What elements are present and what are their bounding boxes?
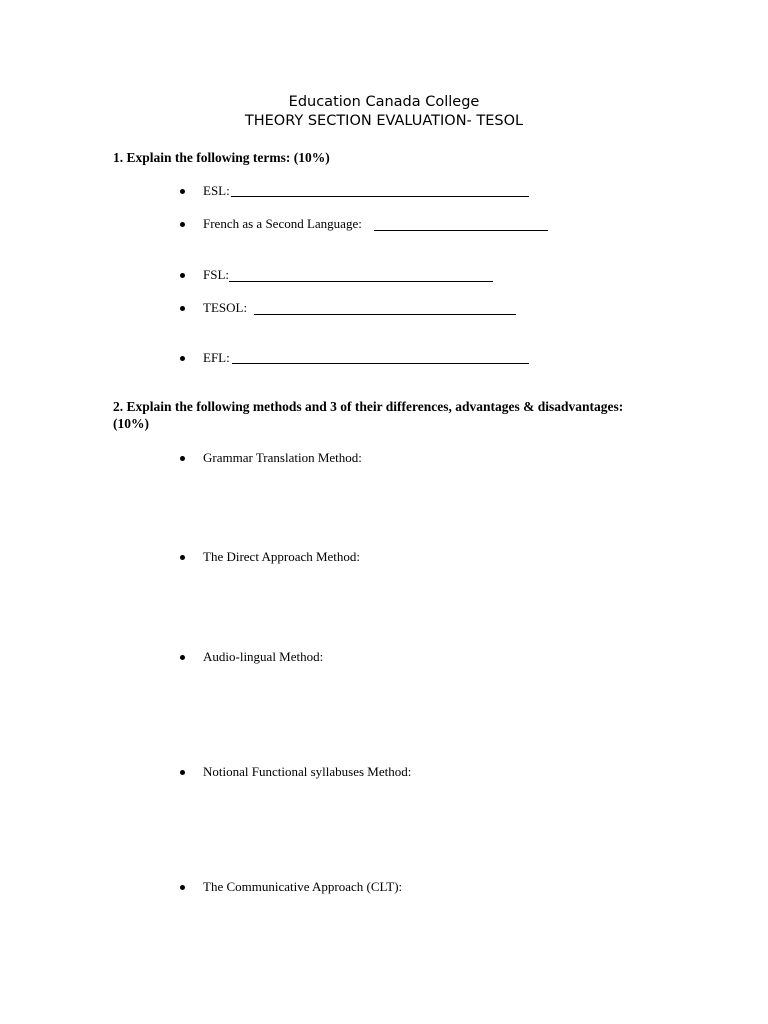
bullet-icon — [180, 306, 185, 311]
term-label: EFL: — [203, 350, 230, 365]
evaluation-title: THEORY SECTION EVALUATION- TESOL — [244, 113, 524, 129]
bullet-icon — [180, 655, 185, 660]
bullet-icon — [180, 555, 185, 560]
answer-blank-line[interactable] — [232, 363, 529, 364]
question-1-prompt: 1. Explain the following terms: (10%) — [113, 150, 330, 165]
bullet-icon — [180, 885, 185, 890]
bullet-icon — [180, 356, 185, 361]
method-label: The Direct Approach Method: — [203, 549, 361, 564]
bullet-icon — [180, 273, 185, 278]
question-2-prompt-line-1: 2. Explain the following methods and 3 of their differences, advantages & disadvantages: — [113, 399, 624, 414]
method-label: Notional Functional syllabuses Method: — [203, 764, 412, 779]
question-2-prompt-line-2: (10%) — [113, 416, 149, 431]
bullet-icon — [180, 222, 185, 227]
answer-blank-line[interactable] — [374, 230, 548, 231]
answer-blank-line[interactable] — [231, 196, 529, 197]
term-label: FSL: — [203, 267, 230, 282]
method-label: The Communicative Approach (CLT): — [203, 879, 403, 894]
answer-blank-line[interactable] — [229, 281, 493, 282]
term-label: French as a Second Language: — [203, 216, 362, 231]
method-label: Grammar Translation Method: — [203, 450, 362, 465]
bullet-icon — [180, 456, 185, 461]
answer-blank-line[interactable] — [254, 314, 516, 315]
bullet-icon — [180, 189, 185, 194]
term-label: ESL: — [203, 183, 230, 198]
method-label: Audio-lingual Method: — [203, 649, 324, 664]
term-label: TESOL: — [203, 300, 248, 315]
bullet-icon — [180, 770, 185, 775]
college-name: Education Canada College — [288, 94, 480, 110]
